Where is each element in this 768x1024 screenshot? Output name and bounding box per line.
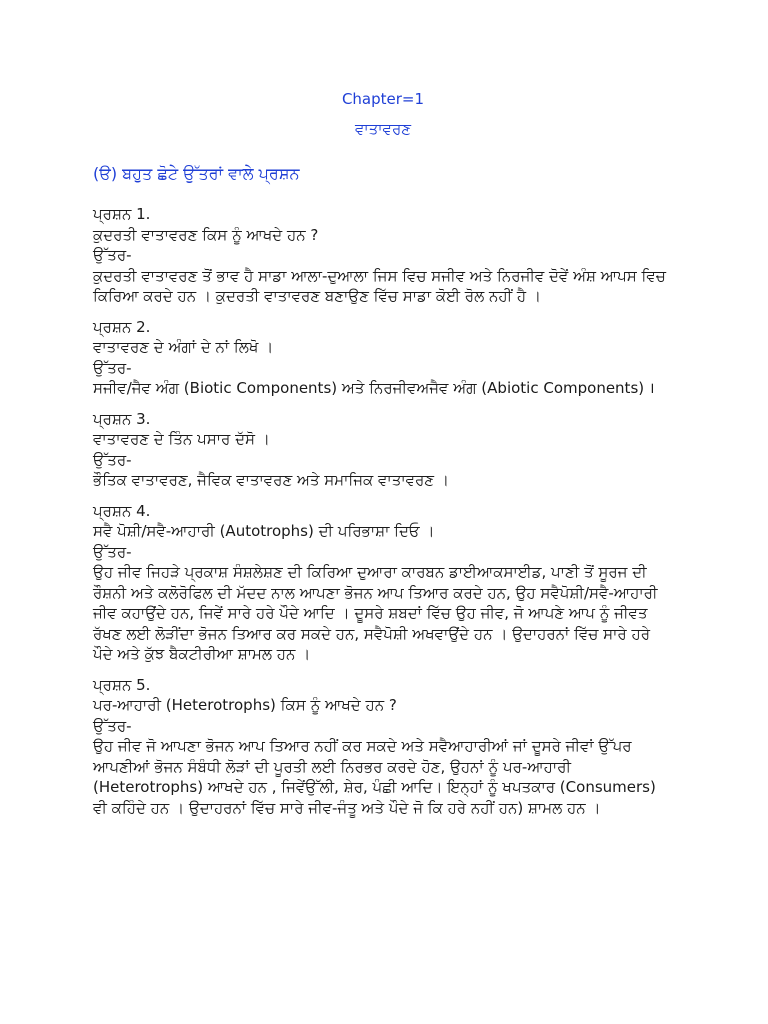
question-block-4 (93, 501, 673, 665)
answer-label: ਉੱਤਰ- (93, 358, 132, 377)
answer-text: ਭੌਤਿਕ ਵਾਤਾਵਰਣ, ਜੈਵਿਕ ਵਾਤਾਵਰਣ ਅਤੇ ਸਮਾਜਿਕ ਵਾਤਾਵਰਣ । (93, 471, 449, 489)
question-label: ਪ੍ਰਸ਼ਨ 4. (93, 501, 151, 520)
question-label: ਪ੍ਰਸ਼ਨ 5. (93, 675, 151, 694)
answer-label: ਉੱਤਰ- (93, 246, 132, 264)
answer-label: ਉੱਤਰ- (93, 716, 132, 735)
question-label: ਪ੍ਰਸ਼ਨ 1. (93, 205, 151, 223)
question-block-5 (93, 675, 673, 819)
question-text: ਵਾਤਾਵਰਣ ਦੇ ਤਿੰਨ ਪਸਾਰ ਦੱਸੋ । (93, 430, 270, 448)
question-label: ਪ੍ਰਸ਼ਨ 3. (93, 409, 151, 428)
answer-text: ਉਹ ਜੀਵ ਜਿਹੜੇ ਪ੍ਰਕਾਸ਼ ਸੰਸ਼ਲੇਸ਼ਣ ਦੀ ਕਿਰਿਆ ਦੁਆਰਾ ਕਾਰਬਨ ਡਾਈਆਕਸਾਈਡ, ਪਾਣੀ ਤੋਂ ਸੂਰਜ ਦੀ ਰੌਸ਼ਨੀ ਅਤੇ ਕਲੋਰੋਫਿਲ ਦੀ ਮੱਦਦ ਨਾਲ ਆਪਣਾ ਭੋਜਨ ਆਪ ਤਿਆਰ ਕਰਦੇ ਹਨ, ਉਹ ਸਵੈਪੋਸ਼ੀ/ਸਵੈ-ਆਹਾਰੀ ਜੀਵ ਕਹਾਉਂਦੇ ਹਨ, ਜਿਵੇਂ ਸਾਰੇ ਹਰੇ ਪੌਦੇ ਆਦਿ । ਦੂਸਰੇ ਸ਼ਬਦਾਂ ਵਿੱਚ ਉਹ ਜੀਵ, ਜੋ ਆਪਣੇ ਆਪ ਨੂੰ ਜੀਵਤ ਰੱਖਣ ਲਈ ਲੋੜੀਂਦਾ ਭੋਜਨ ਤਿਆਰ ਕਰ ਸਕਦੇ ਹਨ, ਸਵੈਪੋਸ਼ੀ ਅਖਵਾਉਂਦੇ ਹਨ । ਉਦਾਹਰਨਾਂ ਵਿੱਚ ਸਾਰੇ ਹਰੇ ਪੌਦੇ ਅਤੇ ਕੁੱਝ ਬੈਕਟੀਰੀਆ ਸ਼ਾਮਲ ਹਨ । (93, 563, 658, 663)
question-list (93, 204, 673, 818)
question-text: ਪਰ-ਆਹਾਰੀ (Heterotrophs) ਕਿਸ ਨੂੰ ਆਖਦੇ ਹਨ ? (93, 696, 397, 714)
question-text: ਵਾਤਾਵਰਣ ਦੇ ਅੰਗਾਂ ਦੇ ਨਾਂ ਲਿਖੋ । (93, 338, 274, 356)
question-text: ਸਵੈ ਪੋਸ਼ੀ/ਸਵੈ-ਆਹਾਰੀ (Autotrophs) ਦੀ ਪਰਿਭਾਸ਼ਾ ਦਿਓ । (93, 522, 435, 540)
question-block-1 (93, 204, 673, 307)
answer-text: ਸਜੀਵ/ਜੈਵ ਅੰਗ (Biotic Components) ਅਤੇ ਨਿਰਜੀਵਅਜੈਵ ਅੰਗ (Abiotic Components) । (93, 379, 655, 397)
section-heading: (ੳ) ਬਹੁਤ ਛੋਟੇ ਉੱਤਰਾਂ ਵਾਲੇ ਪ੍ਰਸ਼ਨ (93, 164, 300, 183)
chapter-subtitle: ਵਾਤਾਵਰਣ (354, 120, 412, 138)
answer-text: ਕੁਦਰਤੀ ਵਾਤਾਵਰਣ ਤੋਂ ਭਾਵ ਹੈ ਸਾਡਾ ਆਲਾ-ਦੁਆਲਾ ਜਿਸ ਵਿਚ ਸਜੀਵ ਅਤੇ ਨਿਰਜੀਵ ਦੋਵੇਂ ਅੰਸ਼ ਆਪਸ ਵਿਚ ਕਿਰਿਆ ਕਰਦੇ ਹਨ । ਕੁਦਰਤੀ ਵਾਤਾਵਰਣ ਬਣਾਉਣ ਵਿੱਚ ਸਾਡਾ ਕੋਈ ਰੋਲ ਨਹੀਂ ਹੈ । (93, 266, 666, 305)
question-block-3 (93, 409, 673, 491)
chapter-heading: Chapter=1 (341, 90, 425, 108)
answer-label: ਉੱਤਰ- (93, 450, 132, 469)
question-text: ਕੁਦਰਤੀ ਵਾਤਾਵਰਣ ਕਿਸ ਨੂੰ ਆਖਦੇ ਹਨ ? (93, 225, 319, 244)
document-page (93, 88, 673, 828)
answer-text: ਉਹ ਜੀਵ ਜੋ ਆਪਣਾ ਭੋਜਨ ਆਪ ਤਿਆਰ ਨਹੀਂ ਕਰ ਸਕਦੇ ਅਤੇ ਸਵੈਆਹਾਰੀਆਂ ਜਾਂ ਦੂਸਰੇ ਜੀਵਾਂ ਉੱਪਰ ਆਪਣੀਆਂ ਭੋਜਨ ਸੰਬੰਧੀ ਲੋੜਾਂ ਦੀ ਪੂਰਤੀ ਲਈ ਨਿਰਭਰ ਕਰਦੇ ਹੋਣ, ਉਹਨਾਂ ਨੂੰ ਪਰ-ਆਹਾਰੀ (Heterotrophs) ਆਖਦੇ ਹਨ , ਜਿਵੇਂਉੱਲੀ, ਸ਼ੇਰ, ਪੰਛੀ ਆਦਿ। ਇਨ੍ਹਾਂ ਨੂੰ ਖਪਤਕਾਰ (Consumers) ਵੀ ਕਹਿੰਦੇ ਹਨ । ਉਦਾਹਰਨਾਂ ਵਿੱਚ ਸਾਰੇ ਜੀਵ-ਜੰਤੂ ਅਤੇ ਪੌਦੇ ਜੋ ਕਿ ਹਰੇ ਨਹੀਂ ਹਨ) ਸ਼ਾਮਲ ਹਨ । (93, 737, 656, 817)
question-label: ਪ੍ਰਸ਼ਨ 2. (93, 317, 151, 336)
answer-label: ਉੱਤਰ- (93, 542, 132, 561)
question-block-2 (93, 317, 673, 399)
